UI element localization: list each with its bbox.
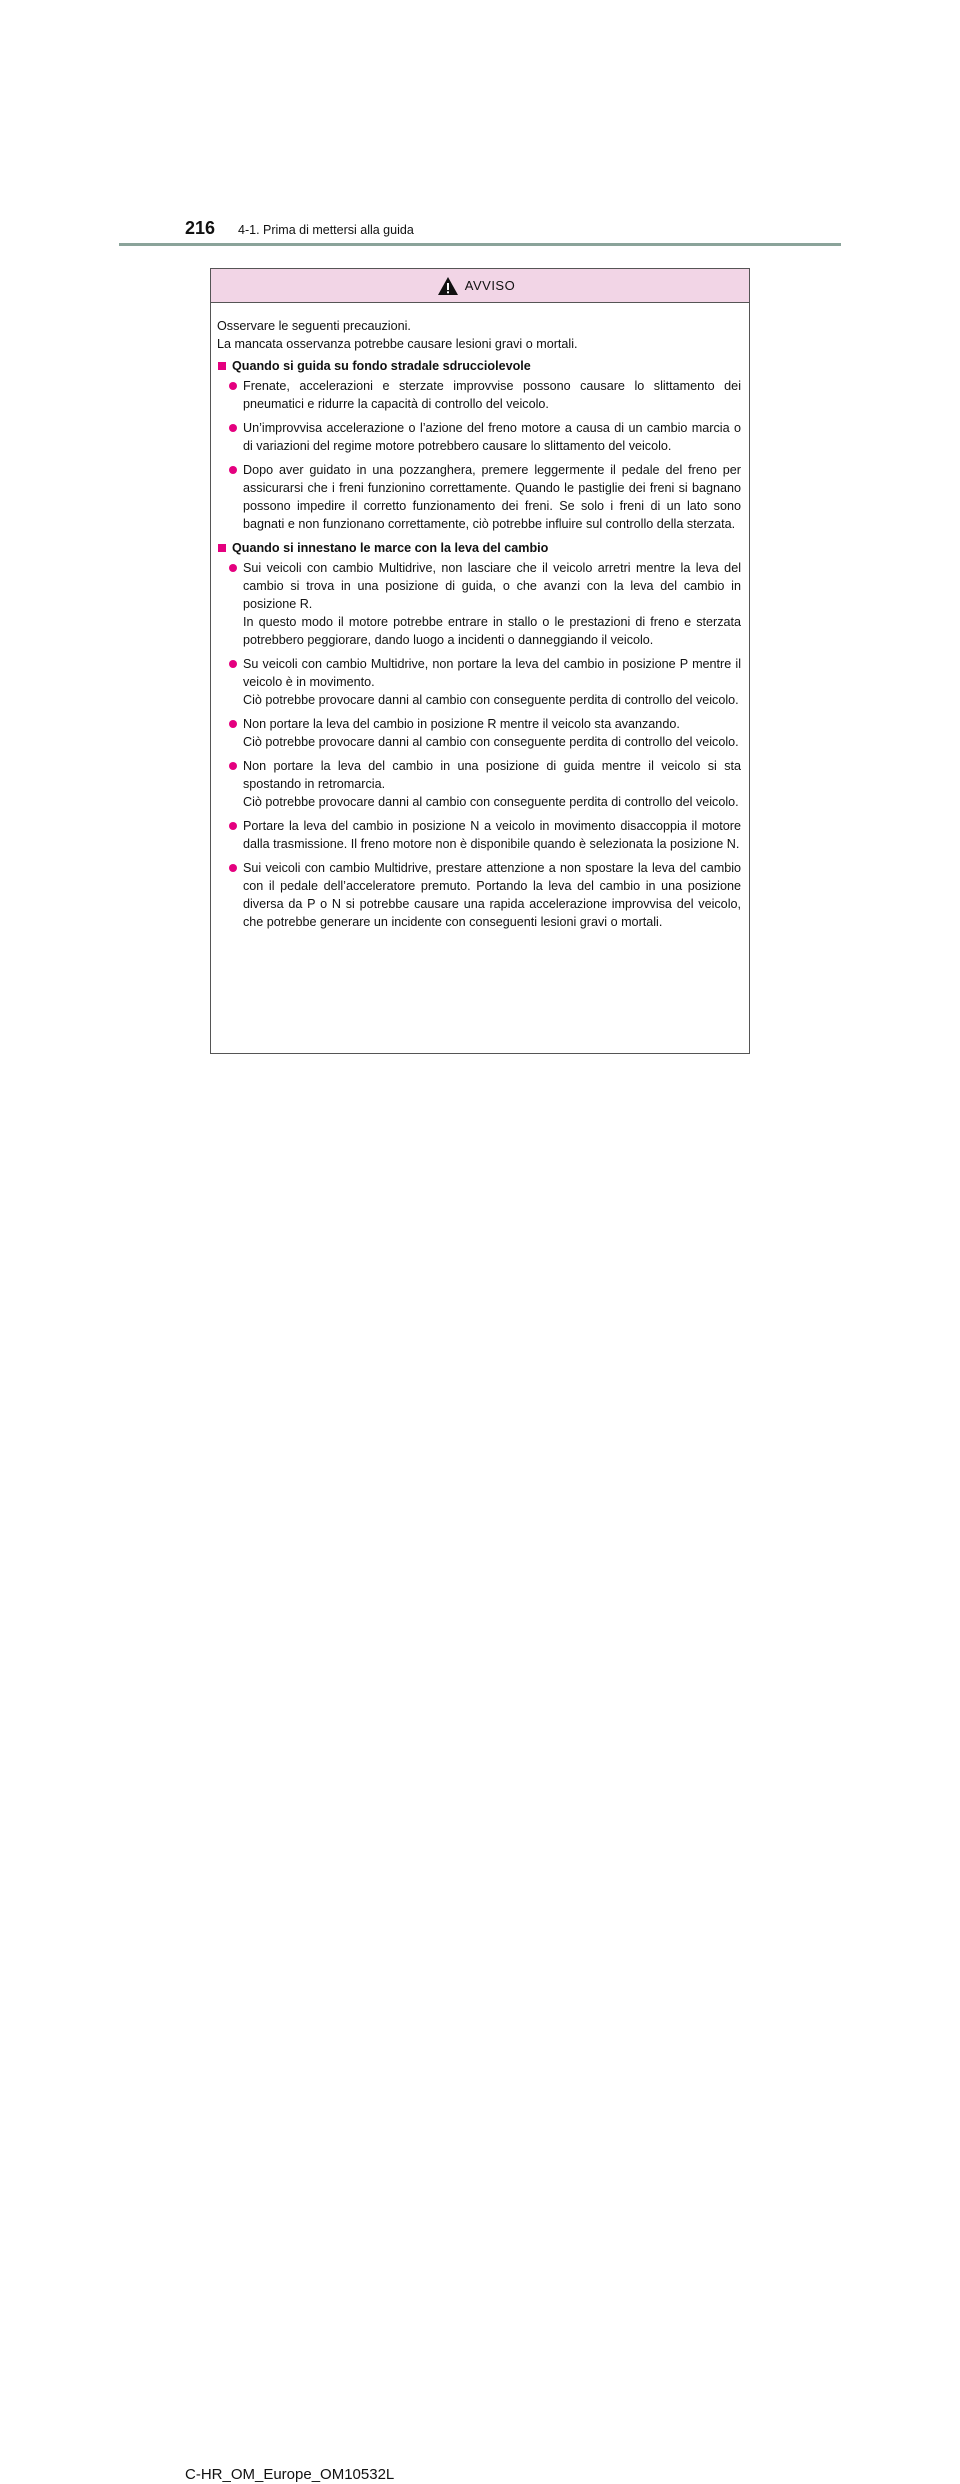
section-heading-text: Quando si guida su fondo stradale sdrucciolevole [232, 359, 531, 373]
bullet-text: Ciò potrebbe provocare danni al cambio con conseguente perdita di controllo del veicolo. [243, 735, 739, 749]
intro-line: La mancata osservanza potrebbe causare lesioni gravi o mortali. [217, 337, 578, 351]
bullet-text: Un’improvvisa accelerazione o l’azione del freno motore a causa di un cambio marcia o di variazioni del regime motore potrebbero causare lo slittamento del veicolo. [243, 421, 741, 453]
bullet-text: Sui veicoli con cambio Multidrive, prestare attenzione a non spostare la leva del cambio con il pedale dell’acceleratore premuto. Portando la leva del cambio in una posizione diversa da P o N si potrebbe causare una rapida accelerazione improvvisa del veicolo, che potrebbe generare un incidente con conseguenti lesioni gravi o mortali. [243, 861, 741, 929]
circle-bullet-icon [229, 564, 237, 572]
bullet-text: Su veicoli con cambio Multidrive, non portare la leva del cambio in posizione P mentre il veicolo è in movimento. [243, 657, 741, 689]
section-title: 4-1. Prima di mettersi alla guida [238, 223, 414, 237]
page-header [0, 0, 960, 250]
warning-title: AVVISO [464, 278, 516, 293]
bullet-text: In questo modo il motore potrebbe entrare in stallo o le prestazioni di freno e sterzata potrebbero peggiorare, dando luogo a incidenti o danneggiando il veicolo. [243, 615, 741, 647]
section-heading [217, 539, 741, 557]
bullet-text: Non portare la leva del cambio in posizione R mentre il veicolo sta avanzando. [243, 717, 680, 731]
section-heading [217, 357, 741, 375]
circle-bullet-icon [229, 720, 237, 728]
page-footer [0, 1230, 960, 2483]
circle-bullet-icon [229, 660, 237, 668]
page-number: 216 [185, 218, 216, 238]
bullet-text: Ciò potrebbe provocare danni al cambio con conseguente perdita di controllo del veicolo. [243, 795, 739, 809]
circle-bullet-icon [229, 466, 237, 474]
warning-triangle-icon [437, 276, 459, 296]
list-item [229, 757, 741, 811]
circle-bullet-icon [229, 822, 237, 830]
list-item [229, 461, 741, 533]
warning-content [211, 303, 749, 931]
warning-box [210, 268, 750, 1054]
section-heading-text: Quando si innestano le marce con la leva del cambio [232, 541, 549, 555]
list-item [229, 859, 741, 931]
warning-header [211, 269, 749, 303]
circle-bullet-icon [229, 382, 237, 390]
bullet-text: Ciò potrebbe provocare danni al cambio con conseguente perdita di controllo del veicolo. [243, 693, 739, 707]
square-bullet-icon [218, 362, 226, 370]
list-item [229, 817, 741, 853]
document-code: C-HR_OM_Europe_OM10532L [185, 2466, 395, 2483]
bullet-text: Dopo aver guidato in una pozzanghera, premere leggermente il pedale del freno per assicurarsi che i freni funzionino correttamente. Quando le pastiglie dei freni si bagnano possono impedire il corretto funzionamento dei freni. Se solo i freni di un lato sono bagnati e non funzionano correttamente, ciò potrebbe influire sul controllo della sterzata. [243, 463, 741, 531]
list-item [229, 655, 741, 709]
list-item [229, 377, 741, 413]
square-bullet-icon [218, 544, 226, 552]
list-item [229, 419, 741, 455]
warning-intro [217, 317, 741, 353]
bullet-text: Frenate, accelerazioni e sterzate improvvise possono causare lo slittamento dei pneumatici e ridurre la capacità di controllo del veicolo. [243, 379, 741, 411]
list-item [229, 715, 741, 751]
list-item [229, 559, 741, 649]
header-divider [119, 243, 841, 246]
circle-bullet-icon [229, 762, 237, 770]
bullet-text: Non portare la leva del cambio in una posizione di guida mentre il veicolo si sta spostando in retromarcia. [243, 759, 741, 791]
circle-bullet-icon [229, 864, 237, 872]
intro-line: Osservare le seguenti precauzioni. [217, 319, 411, 333]
circle-bullet-icon [229, 424, 237, 432]
bullet-text: Portare la leva del cambio in posizione N a veicolo in movimento disaccoppia il motore dalla trasmissione. Il freno motore non è disponibile quando è selezionata la posizione N. [243, 819, 741, 851]
bullet-text: Sui veicoli con cambio Multidrive, non lasciare che il veicolo arretri mentre la leva del cambio si trova in una posizione di guida, o che avanzi con la leva del cambio in posizione R. [243, 561, 741, 611]
